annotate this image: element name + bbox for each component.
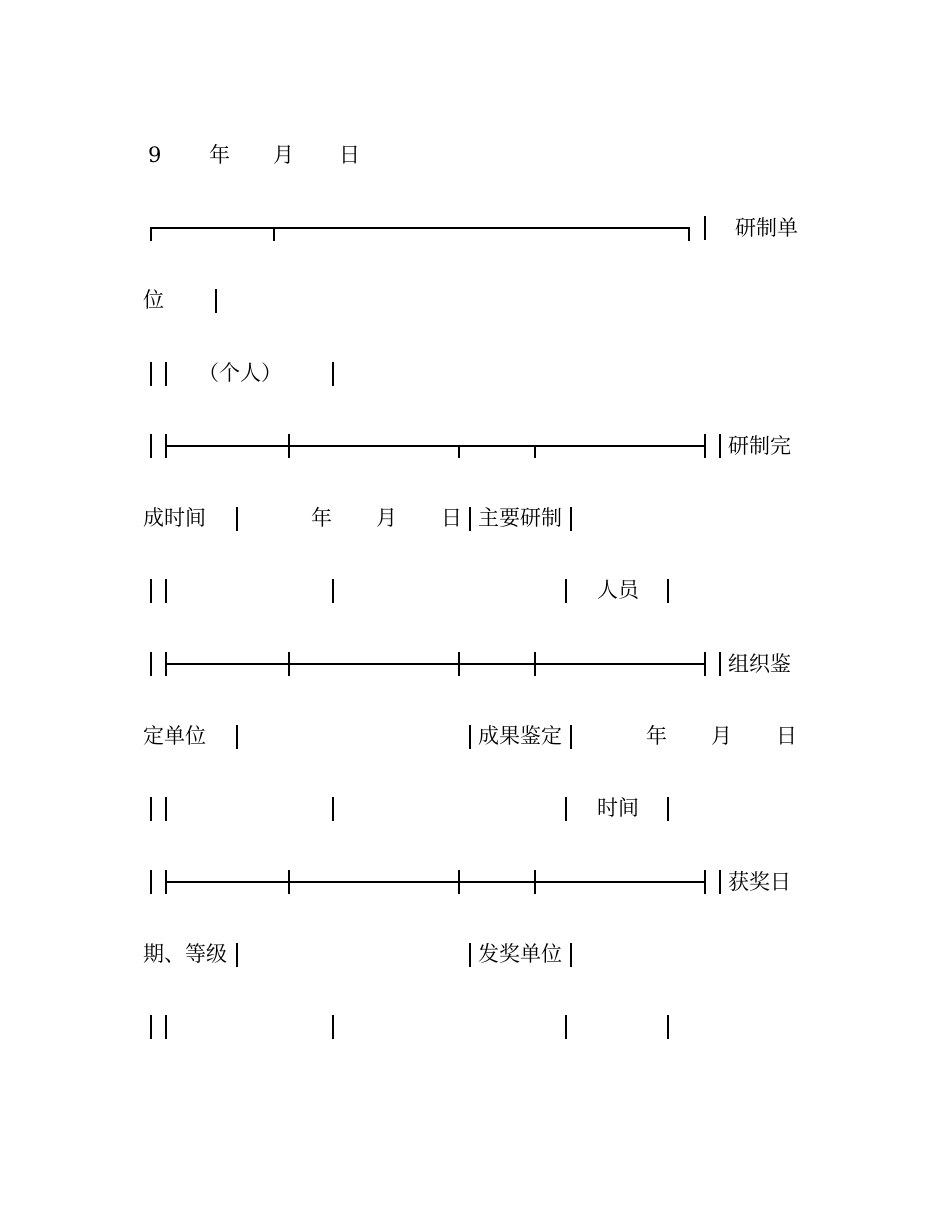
cell-border	[165, 797, 167, 821]
cell-border	[150, 797, 152, 821]
date-year: 年	[209, 143, 230, 167]
cell-border	[150, 579, 152, 603]
date-number: 9	[148, 143, 162, 167]
cell-border	[236, 507, 238, 531]
cell-border	[565, 797, 567, 821]
cell-border	[236, 943, 238, 967]
label-issuer: 发奖单位	[478, 942, 562, 966]
label-person: （个人）	[198, 361, 282, 385]
label-award-a: 获奖日	[728, 870, 791, 894]
cell-border	[469, 507, 471, 531]
cell-border	[565, 1015, 567, 1039]
complete-month: 月	[376, 506, 397, 530]
cell-border	[150, 362, 152, 386]
label-complete-b: 成时间	[143, 506, 206, 530]
date-day: 日	[339, 143, 360, 167]
cell-border	[332, 797, 334, 821]
label-unit-a: 研制单	[735, 216, 798, 240]
cell-border	[165, 1015, 167, 1039]
cell-border	[667, 579, 669, 603]
label-award-b: 期、等级	[143, 942, 227, 966]
cell-border	[565, 579, 567, 603]
complete-year: 年	[311, 506, 332, 530]
label-org-a: 组织鉴	[728, 652, 791, 676]
complete-day: 日	[441, 506, 462, 530]
cell-border	[570, 725, 572, 749]
label-org-b: 定单位	[143, 724, 206, 748]
cell-border	[165, 362, 167, 386]
date-month: 月	[273, 143, 294, 167]
cell-border	[236, 725, 238, 749]
org-day: 日	[776, 724, 797, 748]
cell-border	[469, 943, 471, 967]
label-unit-b: 位	[143, 288, 164, 312]
cell-border	[570, 943, 572, 967]
label-result-b: 时间	[597, 796, 639, 820]
cell-border	[667, 1015, 669, 1039]
label-complete-a: 研制完	[728, 434, 791, 458]
cell-border	[215, 289, 217, 313]
cell-border	[332, 362, 334, 386]
cell-border	[332, 1015, 334, 1039]
label-researcher-b: 人员	[597, 578, 639, 602]
cell-border	[570, 507, 572, 531]
org-month: 月	[711, 724, 732, 748]
label-researcher: 主要研制	[478, 506, 562, 530]
cell-border	[332, 579, 334, 603]
org-year: 年	[646, 724, 667, 748]
cell-border	[165, 579, 167, 603]
cell-border	[469, 725, 471, 749]
label-result: 成果鉴定	[478, 724, 562, 748]
cell-border	[150, 1015, 152, 1039]
cell-border	[667, 797, 669, 821]
